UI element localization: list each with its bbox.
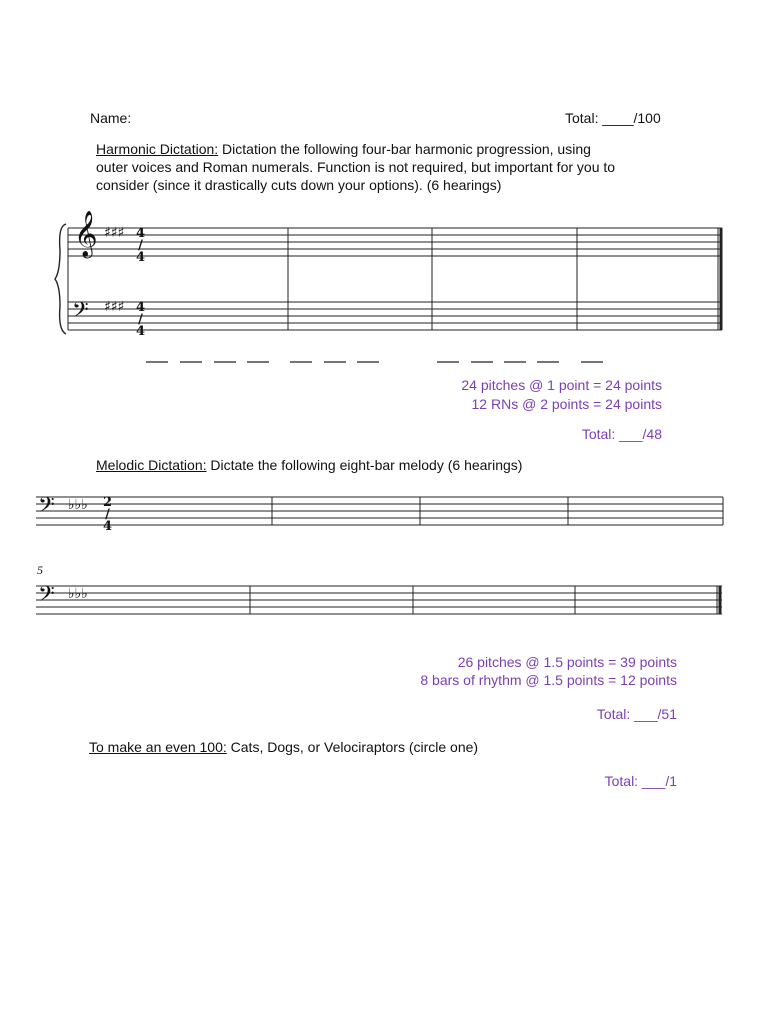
bonus-question xyxy=(89,739,478,756)
melody-staves xyxy=(36,493,723,614)
melodic-scoring-1: 26 pitches @ 1.5 points = 39 points xyxy=(457,654,677,670)
bonus-title: To make an even 100: xyxy=(89,739,227,755)
melodic-time-signature: 2/4 xyxy=(100,495,115,531)
brace-icon xyxy=(55,224,66,334)
harmonic-scoring-2: 12 RNs @ 2 points = 24 points xyxy=(471,396,662,412)
measure-number: 5 xyxy=(37,563,43,577)
bonus-text: Cats, Dogs, or Velociraptors (circle one) xyxy=(226,739,479,755)
bass-clef-icon: 𝄢 xyxy=(38,582,55,612)
treble-clef-icon: 𝄞 xyxy=(74,211,98,257)
melodic-instructions xyxy=(96,457,522,474)
harmonic-title: Harmonic Dictation: xyxy=(96,141,219,157)
bass-clef-icon: 𝄢 xyxy=(72,298,89,328)
sharps-icon: ♯♯♯ xyxy=(104,225,125,241)
harmonic-time-signature-bass: 4/4 xyxy=(133,300,148,336)
sharps-icon: ♯♯♯ xyxy=(104,299,125,315)
melodic-text: Dictate the following eight-bar melody (6 hearings) xyxy=(206,457,523,473)
harmonic-line-2: outer voices and Roman numerals. Function is not required, but important for you to xyxy=(96,159,616,175)
melodic-scoring-2: 8 bars of rhythm @ 1.5 points = 12 points xyxy=(420,672,677,688)
bass-clef-icon: 𝄢 xyxy=(38,493,55,523)
melodic-total: Total: ___/51 xyxy=(596,706,677,722)
flats-icon: ♭♭♭ xyxy=(68,586,88,602)
harmonic-line-3: consider (since it drastically cuts down your options). (6 hearings) xyxy=(96,177,502,193)
harmonic-line-1: Dictation the following four-bar harmonic progression, using xyxy=(218,141,591,157)
bonus-total: Total: ___/1 xyxy=(604,773,677,789)
harmonic-total: Total: ___/48 xyxy=(581,426,662,442)
harmonic-scoring-1: 24 pitches @ 1 point = 24 points xyxy=(461,377,662,393)
flats-icon: ♭♭♭ xyxy=(68,497,88,513)
harmonic-time-signature: 4/4 xyxy=(133,226,148,262)
grand-total: Total: ____/100 xyxy=(565,110,661,126)
melodic-title: Melodic Dictation: xyxy=(96,457,207,473)
name-label: Name: xyxy=(90,110,132,126)
grand-staff xyxy=(55,224,722,334)
